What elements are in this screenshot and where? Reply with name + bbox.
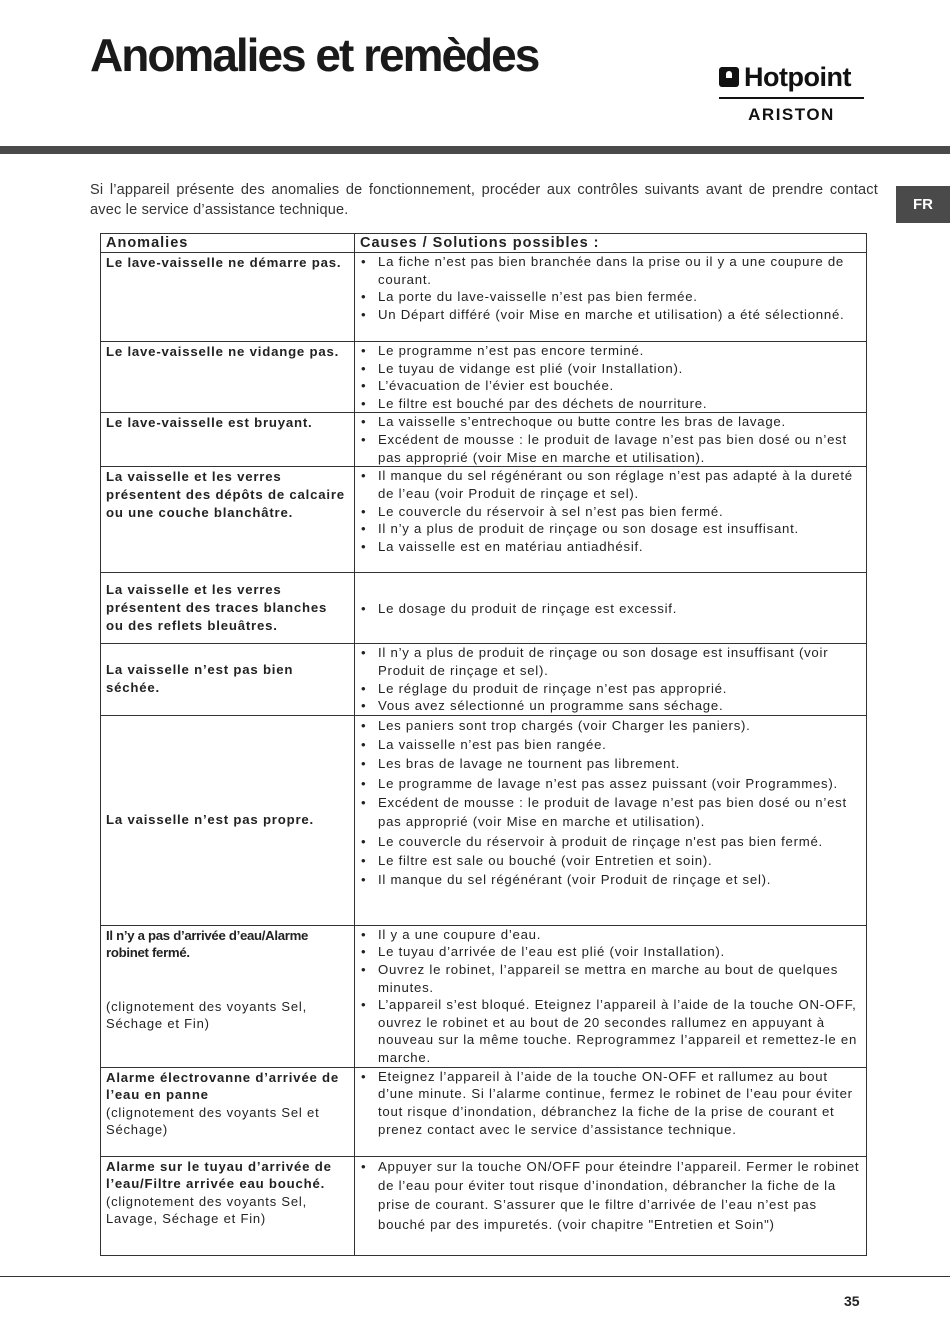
causes-list — [355, 926, 866, 1067]
table-row — [101, 413, 867, 467]
column-header-anomalies: Anomalies — [101, 234, 355, 253]
table-row — [101, 342, 867, 413]
anomaly-cell — [101, 467, 355, 573]
causes-cell — [355, 413, 867, 467]
cause-item: • La vaisselle s’entrechoque ou butte contre les bras de lavage. — [360, 413, 860, 431]
column-header-causes: Causes / Solutions possibles : — [355, 234, 867, 253]
cause-item: • Le couvercle du réservoir à produit de rinçage n'est pas bien fermé. — [360, 832, 860, 851]
cause-item: • Excédent de mousse : le produit de lavage n’est pas bien dosé ou n’est pas approprié (voir Mise en marche et utilisation). — [360, 793, 860, 832]
cause-item: • La porte du lave-vaisselle n’est pas bien fermée. — [360, 288, 860, 306]
cause-item: • Excédent de mousse : le produit de lavage n’est pas bien dosé ou n’est pas approprié (voir Mise en marche et utilisation). — [360, 431, 860, 466]
table-body — [101, 253, 867, 1256]
causes-list — [355, 600, 866, 618]
anomaly-label: Il n’y a pas d’arrivée d’eau/Alarme robinet fermé. — [106, 927, 309, 961]
table-row — [101, 644, 867, 715]
anomaly-label: La vaisselle n’est pas bien séchée. — [106, 662, 294, 696]
causes-list — [355, 1157, 866, 1234]
cause-item: • Le filtre est sale ou bouché (voir Entretien et soin). — [360, 851, 860, 870]
brand-name: Hotpoint — [744, 61, 851, 92]
anomaly-cell — [101, 342, 355, 413]
cause-item: • L’appareil s’est bloqué. Eteignez l’appareil à l’aide de la touche ON-OFF, ouvrez le robinet et au bout de 20 secondes rallumez en appuyant à nouveau sur la même touche. Reprogrammez l’appareil et remettez-le en marche. — [360, 996, 860, 1066]
causes-list — [355, 253, 866, 323]
causes-cell — [355, 253, 867, 342]
table-row — [101, 1067, 867, 1156]
table-row — [101, 467, 867, 573]
intro-text: Si l’appareil présente des anomalies de fonctionnement, procéder aux contrôles suivants avant de prendre contact avec le service d’assistance technique. — [90, 182, 878, 218]
brand-mark-icon — [719, 67, 739, 87]
header-bar — [0, 146, 950, 154]
anomaly-cell — [101, 925, 355, 1067]
causes-cell — [355, 715, 867, 925]
anomaly-cell — [101, 573, 355, 644]
cause-item: • Les paniers sont trop chargés (voir Charger les paniers). — [360, 716, 860, 735]
anomaly-cell — [101, 1156, 355, 1255]
causes-cell — [355, 1067, 867, 1156]
causes-cell — [355, 573, 867, 644]
cause-item: • Il manque du sel régénérant (voir Produit de rinçage et sel). — [360, 870, 860, 889]
causes-list — [355, 1068, 866, 1138]
brand-subname: ARISTON — [748, 105, 835, 124]
cause-item: • Le tuyau de vidange est plié (voir Installation). — [360, 360, 860, 378]
anomaly-note: (clignotement des voyants Sel, Lavage, Séchage et Fin) — [106, 1193, 308, 1226]
anomaly-cell — [101, 644, 355, 715]
anomaly-label: Alarme électrovanne d’arrivée de l’eau en panne — [106, 1069, 340, 1103]
cause-item: • Eteignez l’appareil à l’aide de la touche ON-OFF et rallumez au bout d’une minute. Si l’alarme continue, fermez le robinet de l’eau pour éviter tout risque d’inondation, débranchez la fiche de la prise de courant et prenez contact avec le service d’assistance technique. — [360, 1068, 860, 1138]
cause-item: • Un Départ différé (voir Mise en marche et utilisation) a été sélectionné. — [360, 306, 860, 324]
anomaly-label: Le lave-vaisselle ne démarre pas. — [106, 255, 342, 270]
cause-item: • Le programme de lavage n’est pas assez puissant (voir Programmes). — [360, 774, 860, 793]
table-row — [101, 253, 867, 342]
table-header-row — [101, 234, 867, 253]
cause-item: • Les bras de lavage ne tournent pas librement. — [360, 754, 860, 773]
page-title: Anomalies et remèdes — [90, 29, 539, 81]
causes-list — [355, 342, 866, 412]
causes-list — [355, 413, 866, 466]
causes-cell — [355, 1156, 867, 1255]
anomaly-label: La vaisselle et les verres présentent des dépôts de calcaire ou une couche blanchâtre. — [106, 469, 345, 520]
cause-item: • Le dosage du produit de rinçage est excessif. — [360, 600, 860, 618]
table-row — [101, 573, 867, 644]
table-row — [101, 1156, 867, 1255]
causes-list — [355, 467, 866, 555]
anomaly-label: Le lave-vaisselle ne vidange pas. — [106, 344, 340, 359]
anomaly-cell — [101, 253, 355, 342]
cause-item: • Le réglage du produit de rinçage n’est pas approprié. — [360, 680, 860, 698]
brand-divider — [719, 97, 864, 99]
language-tab: FR — [896, 186, 950, 223]
anomaly-label: Le lave-vaisselle est bruyant. — [106, 415, 313, 431]
anomaly-cell — [101, 715, 355, 925]
cause-item: • Le programme n’est pas encore terminé. — [360, 342, 860, 360]
cause-item: • Il y a une coupure d’eau. — [360, 926, 860, 944]
page-number: 35 — [844, 1293, 860, 1309]
anomaly-label: Alarme sur le tuyau d’arrivée de l’eau/Filtre arrivée eau bouché. — [106, 1158, 332, 1192]
anomaly-note: (clignotement des voyants Sel, Séchage et Fin) — [106, 998, 308, 1031]
table-row — [101, 715, 867, 925]
cause-item: • La vaisselle n’est pas bien rangée. — [360, 735, 860, 754]
causes-cell — [355, 467, 867, 573]
anomaly-cell — [101, 413, 355, 467]
causes-list — [355, 644, 866, 714]
brand-logo — [719, 60, 864, 126]
causes-cell — [355, 342, 867, 413]
causes-cell — [355, 644, 867, 715]
anomaly-label: La vaisselle n’est pas propre. — [106, 811, 314, 827]
footer-rule — [0, 1276, 950, 1277]
cause-item: • La vaisselle est en matériau antiadhésif. — [360, 538, 860, 556]
cause-item: • Le couvercle du réservoir à sel n’est pas bien fermé. — [360, 503, 860, 521]
cause-item: • Il manque du sel régénérant ou son réglage n’est pas adapté à la dureté de l’eau (voir Produit de rinçage et sel). — [360, 467, 860, 502]
causes-list — [355, 716, 866, 890]
anomaly-cell — [101, 1067, 355, 1156]
cause-item: • Ouvrez le robinet, l’appareil se mettra en marche au bout de quelques minutes. — [360, 961, 860, 996]
anomaly-note: (clignotement des voyants Sel et Séchage) — [106, 1104, 320, 1137]
troubleshooting-table — [100, 233, 867, 1256]
cause-item: • Il n’y a plus de produit de rinçage ou son dosage est insuffisant. — [360, 520, 860, 538]
cause-item: • L’évacuation de l’évier est bouchée. — [360, 377, 860, 395]
cause-item: • Le filtre est bouché par des déchets de nourriture. — [360, 395, 860, 413]
causes-cell — [355, 925, 867, 1067]
cause-item: • La fiche n’est pas bien branchée dans la prise ou il y a une coupure de courant. — [360, 253, 860, 288]
table-row — [101, 925, 867, 1067]
cause-item: • Le tuyau d’arrivée de l’eau est plié (voir Installation). — [360, 943, 860, 961]
anomaly-label: La vaisselle et les verres présentent des traces blanches ou des reflets bleuâtres. — [106, 582, 328, 633]
cause-item: • Appuyer sur la touche ON/OFF pour éteindre l’appareil. Fermer le robinet de l’eau pour éviter tout risque d’inondation, débrancher la fiche de la prise de courant. S’assurer que le filtre d’arrivée de l’eau n’est pas bouché par des impuretés. (voir chapitre "Entretien et Soin") — [360, 1157, 860, 1234]
cause-item: • Il n’y a plus de produit de rinçage ou son dosage est insuffisant (voir Produit de rinçage et sel). — [360, 644, 860, 679]
cause-item: • Vous avez sélectionné un programme sans séchage. — [360, 697, 860, 715]
